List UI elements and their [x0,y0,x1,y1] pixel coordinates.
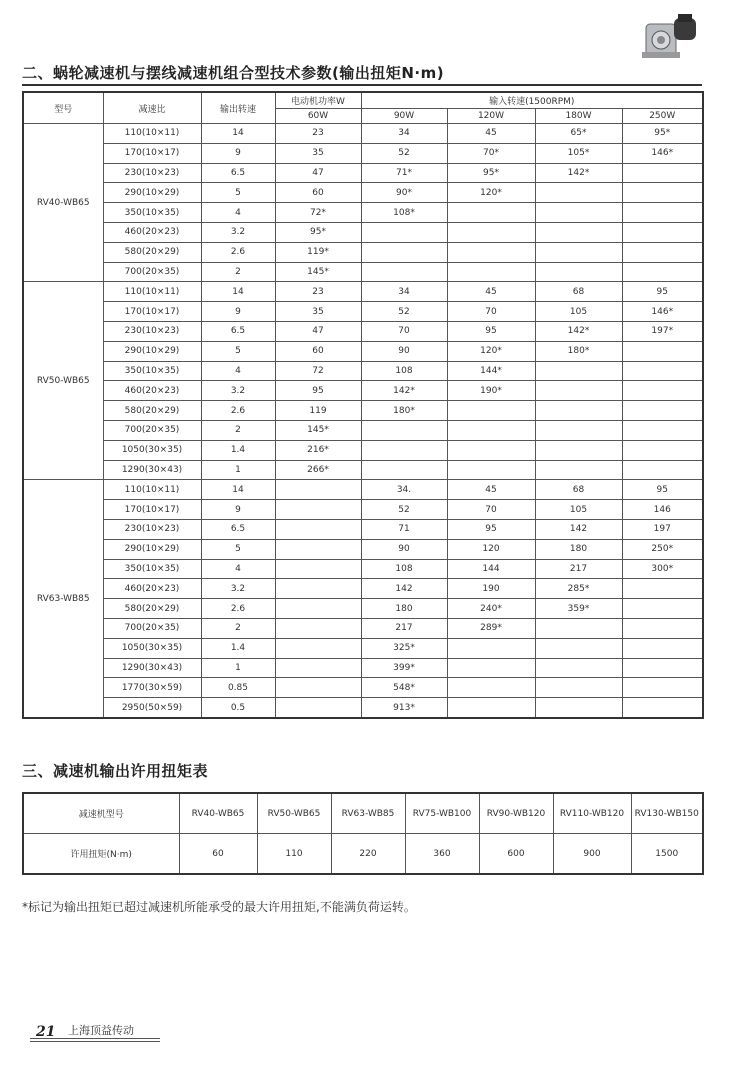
header-ratio: 减速比 [103,92,201,124]
speed-cell: 1.4 [201,638,275,658]
torque-value-cell: 23 [275,282,361,302]
torque-value-cell: 95* [622,124,703,144]
torque-value-cell: 119 [275,401,361,421]
ratio-cell: 580(20×29) [103,242,201,262]
torque-value-cell [622,361,703,381]
torque-value-cell: 72* [275,203,361,223]
torque-value-cell [622,618,703,638]
speed-cell: 2 [201,262,275,282]
table-row [23,381,703,401]
footer-rule [30,1041,160,1042]
ratio-cell: 1290(30×43) [103,658,201,678]
footnote: *标记为输出扭矩已超过减速机所能承受的最大许用扭矩,不能满负荷运转。 [22,900,416,914]
table-row [23,460,703,480]
ratio-cell: 230(10×23) [103,519,201,539]
header-input-speed: 输入转速(1500RPM) [361,92,703,108]
torque-value-cell: 913* [361,698,447,718]
speed-cell: 5 [201,539,275,559]
ratio-cell: 290(10×29) [103,539,201,559]
table-row [23,302,703,322]
torque-value-cell: 60 [275,183,361,203]
speed-cell: 6.5 [201,321,275,341]
speed-cell: 14 [201,124,275,144]
torque-cell: 900 [553,834,631,875]
torque-value-cell: 325* [361,638,447,658]
torque-value-cell: 95* [447,163,535,183]
torque-value-cell [447,222,535,242]
torque-value-cell [622,203,703,223]
torque-value-cell: 285* [535,579,622,599]
torque-value-cell [535,401,622,421]
ratio-cell: 460(20×23) [103,222,201,242]
torque-value-cell: 250* [622,539,703,559]
table-row [23,282,703,302]
footer-rule [30,1038,160,1039]
torque-value-cell: 23 [275,124,361,144]
table-row [23,321,703,341]
ratio-cell: 230(10×23) [103,163,201,183]
torque-value-cell: 120* [447,183,535,203]
torque-value-cell [622,381,703,401]
header-power: 60W [275,108,361,124]
torque-value-cell [275,618,361,638]
torque-cell: 60 [179,834,257,875]
torque-value-cell: 95 [622,282,703,302]
speed-cell: 4 [201,203,275,223]
table-row [23,361,703,381]
torque-value-cell [361,242,447,262]
section2-title: 二、蜗轮减速机与摆线减速机组合型技术参数(输出扭矩N·m) [22,64,445,82]
table-row [23,420,703,440]
table-row [23,500,703,520]
torque-value-cell: 72 [275,361,361,381]
section3-title: 三、减速机输出许用扭矩表 [22,762,209,780]
ratio-cell: 170(10×17) [103,143,201,163]
torque-value-cell: 548* [361,678,447,698]
torque-value-cell: 266* [275,460,361,480]
torque-value-cell: 52 [361,500,447,520]
ratio-cell: 290(10×29) [103,341,201,361]
torque-value-cell [447,460,535,480]
model-cell: RV130-WB150 [631,793,703,834]
torque-value-cell: 90 [361,341,447,361]
table-row [23,242,703,262]
torque-cell: 600 [479,834,553,875]
speed-cell: 14 [201,480,275,500]
speed-cell: 5 [201,183,275,203]
table-row [23,678,703,698]
table-row [23,519,703,539]
torque-value-cell: 70* [447,143,535,163]
combined-reducer-table [22,91,704,719]
torque-value-cell: 144* [447,361,535,381]
torque-value-cell [275,539,361,559]
torque-value-cell [622,163,703,183]
torque-value-cell: 70 [361,321,447,341]
torque-value-cell: 45 [447,124,535,144]
header-power: 250W [622,108,703,124]
torque-value-cell: 146 [622,500,703,520]
speed-cell: 0.85 [201,678,275,698]
torque-value-cell [622,222,703,242]
torque-value-cell [447,242,535,262]
speed-cell: 6.5 [201,519,275,539]
table-row [23,143,703,163]
torque-value-cell: 119* [275,242,361,262]
torque-value-cell: 120* [447,341,535,361]
torque-value-cell [275,519,361,539]
table-row [23,539,703,559]
ratio-cell: 350(10×35) [103,361,201,381]
table-row [23,480,703,500]
torque-value-cell: 108 [361,559,447,579]
torque-value-cell: 71 [361,519,447,539]
torque-value-cell: 180 [535,539,622,559]
torque-value-cell [447,638,535,658]
torque-value-cell [622,401,703,421]
page-number: 21 [36,1024,56,1040]
torque-value-cell [622,658,703,678]
table-row [23,222,703,242]
speed-cell: 9 [201,302,275,322]
torque-value-cell: 399* [361,658,447,678]
torque-value-cell [535,440,622,460]
torque-value-cell [275,698,361,718]
ratio-cell: 290(10×29) [103,183,201,203]
table-row [23,658,703,678]
speed-cell: 1 [201,460,275,480]
ratio-cell: 350(10×35) [103,559,201,579]
ratio-cell: 1290(30×43) [103,460,201,480]
torque-value-cell [447,678,535,698]
torque-value-cell: 95* [275,222,361,242]
torque-value-cell: 142 [535,519,622,539]
table-row [23,440,703,460]
torque-value-cell: 68 [535,282,622,302]
torque-value-cell: 142* [361,381,447,401]
torque-value-cell [275,480,361,500]
speed-cell: 4 [201,559,275,579]
torque-cell: 1500 [631,834,703,875]
torque-value-cell [535,658,622,678]
torque-value-cell [447,420,535,440]
torque-value-cell: 90 [361,539,447,559]
torque-value-cell: 142* [535,321,622,341]
torque-value-cell: 65* [535,124,622,144]
table-row [23,599,703,619]
table-row [23,163,703,183]
torque-value-cell [622,242,703,262]
table-row [23,698,703,718]
model-cell: RV90-WB120 [479,793,553,834]
torque-value-cell: 217 [361,618,447,638]
torque-value-cell: 180* [535,341,622,361]
header-model: 型号 [23,92,103,124]
header-power: 180W [535,108,622,124]
torque-value-cell [622,262,703,282]
torque-value-cell: 146* [622,143,703,163]
torque-value-cell [275,599,361,619]
torque-value-cell: 95 [622,480,703,500]
torque-value-cell: 47 [275,321,361,341]
allowable-torque-table [22,792,704,875]
torque-value-cell [535,638,622,658]
ratio-cell: 2950(50×59) [103,698,201,718]
table-row [23,124,703,144]
torque-value-cell: 240* [447,599,535,619]
model-cell: RV63-WB85 [23,480,103,718]
torque-value-cell [622,341,703,361]
ratio-cell: 170(10×17) [103,302,201,322]
speed-cell: 2 [201,618,275,638]
torque-value-cell: 60 [275,341,361,361]
torque-value-cell: 68 [535,480,622,500]
torque-value-cell: 52 [361,143,447,163]
company-name: 上海顶益传动 [68,1024,134,1037]
speed-cell: 3.2 [201,579,275,599]
speed-cell: 2.6 [201,242,275,262]
torque-value-cell: 289* [447,618,535,638]
ratio-cell: 700(20×35) [103,618,201,638]
torque-value-cell [535,678,622,698]
model-cell: RV63-WB85 [331,793,405,834]
model-cell: RV110-WB120 [553,793,631,834]
torque-value-cell [275,638,361,658]
torque-value-cell: 190* [447,381,535,401]
torque-value-cell: 144 [447,559,535,579]
ratio-cell: 350(10×35) [103,203,201,223]
speed-cell: 9 [201,143,275,163]
torque-value-cell [622,599,703,619]
speed-cell: 3.2 [201,222,275,242]
row-label-model: 减速机型号 [23,793,179,834]
torque-value-cell [535,222,622,242]
torque-value-cell [535,618,622,638]
torque-value-cell [622,460,703,480]
speed-cell: 2.6 [201,401,275,421]
torque-value-cell: 47 [275,163,361,183]
torque-value-cell: 95 [447,519,535,539]
torque-value-cell: 180 [361,599,447,619]
ratio-cell: 1050(30×35) [103,638,201,658]
speed-cell: 1.4 [201,440,275,460]
torque-value-cell: 95 [275,381,361,401]
torque-value-cell [447,698,535,718]
table-row [23,183,703,203]
torque-value-cell: 70 [447,302,535,322]
torque-value-cell: 105* [535,143,622,163]
torque-cell: 220 [331,834,405,875]
torque-value-cell [275,658,361,678]
torque-value-cell: 45 [447,480,535,500]
ratio-cell: 700(20×35) [103,262,201,282]
torque-value-cell: 34 [361,124,447,144]
header-power: 120W [447,108,535,124]
speed-cell: 4 [201,361,275,381]
table-row [23,638,703,658]
torque-value-cell [622,638,703,658]
torque-value-cell: 52 [361,302,447,322]
header-motor-power: 电动机功率W [275,92,361,108]
speed-cell: 9 [201,500,275,520]
torque-value-cell: 142* [535,163,622,183]
torque-value-cell [361,460,447,480]
torque-value-cell [447,658,535,678]
torque-cell: 110 [257,834,331,875]
table-row [23,401,703,421]
table-row [23,579,703,599]
ratio-cell: 580(20×29) [103,401,201,421]
model-cell: RV50-WB65 [257,793,331,834]
ratio-cell: 700(20×35) [103,420,201,440]
speed-cell: 0.5 [201,698,275,718]
torque-value-cell [535,381,622,401]
torque-value-cell [275,678,361,698]
torque-value-cell: 197 [622,519,703,539]
torque-value-cell: 95 [447,321,535,341]
torque-value-cell: 105 [535,500,622,520]
table-row [23,793,703,834]
torque-value-cell [535,361,622,381]
model-cell: RV50-WB65 [23,282,103,480]
torque-value-cell [361,222,447,242]
torque-value-cell: 217 [535,559,622,579]
torque-value-cell: 108 [361,361,447,381]
torque-value-cell: 35 [275,302,361,322]
torque-value-cell [361,262,447,282]
torque-value-cell: 90* [361,183,447,203]
speed-cell: 2 [201,420,275,440]
torque-value-cell [275,500,361,520]
ratio-cell: 110(10×11) [103,480,201,500]
torque-value-cell [535,460,622,480]
model-cell: RV75-WB100 [405,793,479,834]
gear-reducer-image [638,12,702,62]
torque-value-cell [622,183,703,203]
ratio-cell: 460(20×23) [103,381,201,401]
title-rule [22,84,702,86]
table-row [23,203,703,223]
torque-value-cell: 120 [447,539,535,559]
torque-value-cell [447,203,535,223]
table-row [23,618,703,638]
ratio-cell: 1770(30×59) [103,678,201,698]
table-row [23,559,703,579]
torque-value-cell [535,262,622,282]
torque-value-cell: 34. [361,480,447,500]
ratio-cell: 230(10×23) [103,321,201,341]
torque-value-cell [275,579,361,599]
torque-value-cell [447,440,535,460]
ratio-cell: 580(20×29) [103,599,201,619]
speed-cell: 5 [201,341,275,361]
torque-value-cell [535,183,622,203]
torque-value-cell [622,420,703,440]
ratio-cell: 1050(30×35) [103,440,201,460]
speed-cell: 3.2 [201,381,275,401]
torque-value-cell: 70 [447,500,535,520]
torque-value-cell [622,440,703,460]
speed-cell: 6.5 [201,163,275,183]
torque-cell: 360 [405,834,479,875]
model-cell: RV40-WB65 [23,124,103,282]
torque-value-cell: 216* [275,440,361,460]
torque-value-cell: 45 [447,282,535,302]
torque-value-cell [622,678,703,698]
torque-value-cell: 197* [622,321,703,341]
torque-value-cell [622,579,703,599]
ratio-cell: 460(20×23) [103,579,201,599]
table-row [23,341,703,361]
table-row [23,834,703,875]
ratio-cell: 170(10×17) [103,500,201,520]
header-power: 90W [361,108,447,124]
torque-value-cell: 146* [622,302,703,322]
torque-value-cell [622,698,703,718]
torque-value-cell: 35 [275,143,361,163]
torque-value-cell: 145* [275,420,361,440]
row-label-torque: 许用扭矩(N·m) [23,834,179,875]
speed-cell: 14 [201,282,275,302]
ratio-cell: 110(10×11) [103,124,201,144]
header-output-speed: 输出转速 [201,92,275,124]
torque-value-cell: 300* [622,559,703,579]
torque-value-cell: 142 [361,579,447,599]
torque-value-cell [361,440,447,460]
torque-value-cell: 108* [361,203,447,223]
torque-value-cell [447,401,535,421]
torque-value-cell: 180* [361,401,447,421]
ratio-cell: 110(10×11) [103,282,201,302]
torque-value-cell [447,262,535,282]
torque-value-cell: 71* [361,163,447,183]
torque-value-cell: 359* [535,599,622,619]
torque-value-cell [275,559,361,579]
torque-value-cell: 145* [275,262,361,282]
torque-value-cell [535,420,622,440]
torque-value-cell: 105 [535,302,622,322]
table-row [23,262,703,282]
torque-value-cell [535,242,622,262]
torque-value-cell [361,420,447,440]
torque-value-cell [535,698,622,718]
torque-value-cell: 34 [361,282,447,302]
speed-cell: 1 [201,658,275,678]
torque-value-cell [535,203,622,223]
model-cell: RV40-WB65 [179,793,257,834]
speed-cell: 2.6 [201,599,275,619]
torque-value-cell: 190 [447,579,535,599]
